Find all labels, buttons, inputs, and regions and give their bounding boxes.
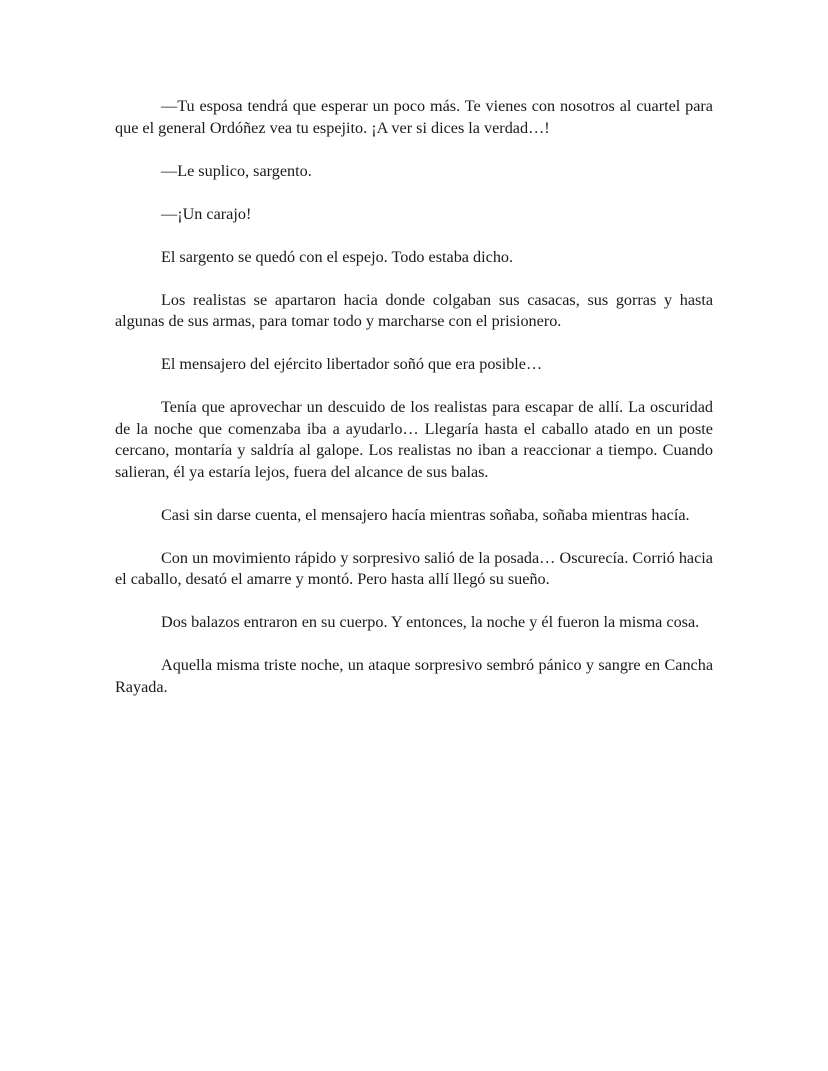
paragraph-sargento-espejo: El sargento se quedó con el espejo. Todo estaba dicho. — [161, 247, 514, 266]
paragraph-dialogue-suplico: —Le suplico, sargento. — [161, 161, 312, 180]
paragraph-escape-plan: Tenía que aprovechar un descuido de los realistas para escapar de allí. La oscuridad de la noche que comenzaba iba a ayudarlo… Llegaría hasta el caballo atado en un poste cercano, montaría y saldría al galope. Los realistas no iban a reaccionar a tiempo. Cuando salieran, él ya estaría lejos, fuera del alcance de sus balas. — [115, 398, 713, 481]
paragraph-salio-posada: Con un movimiento rápido y sorpresivo salió de la posada… Oscurecía. Corrió hacia el caballo, desató el amarre y montó. Pero hasta allí llegó su sueño. — [115, 548, 713, 588]
paragraph-dialogue-carajo: —¡Un carajo! — [161, 204, 252, 223]
paragraph-cancha-rayada: Aquella misma triste noche, un ataque sorpresivo sembró pánico y sangre en Cancha Rayada. — [115, 656, 713, 696]
paragraph-balazos: Dos balazos entraron en su cuerpo. Y entonces, la noche y él fueron la misma cosa. — [161, 613, 700, 631]
paragraph-sonaba-hacia: Casi sin darse cuenta, el mensajero hacía mientras soñaba, soñaba mientras hacía. — [161, 505, 690, 524]
paragraph-realistas-apartaron: Los realistas se apartaron hacia donde colgaban sus casacas, sus gorras y hasta algunas de sus armas, para tomar todo y marcharse con el prisionero. — [115, 290, 713, 330]
paragraph-mensajero-sono: El mensajero del ejército libertador soñó que era posible… — [161, 355, 543, 373]
paragraph-dialogue-esposa: —Tu esposa tendrá que esperar un poco más. Te vienes con nosotros al cuartel para que el general Ordóñez vea tu espejito. ¡A ver si dices la verdad…! — [115, 97, 713, 137]
document-page — [115, 96, 713, 698]
